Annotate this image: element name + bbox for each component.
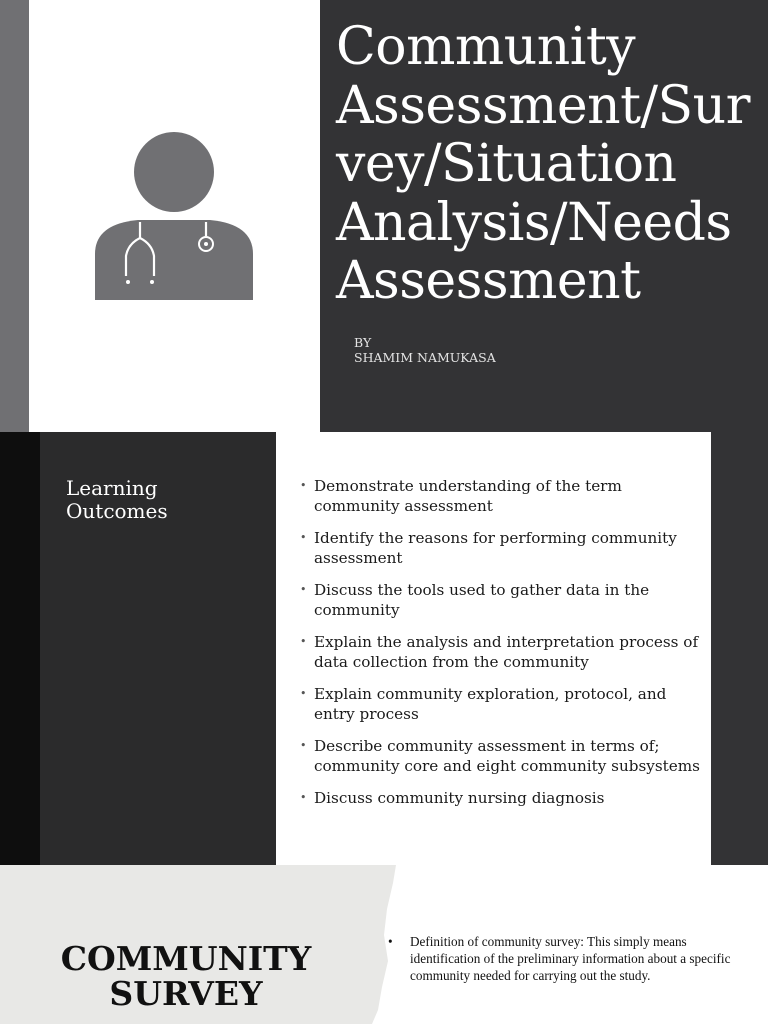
definition-block bbox=[388, 933, 748, 984]
title-line-1: COMMUNITY bbox=[60, 939, 312, 978]
right-dark-bar bbox=[711, 432, 768, 865]
bullet-icon: • bbox=[300, 687, 307, 700]
heading-line-1: Learning bbox=[66, 476, 158, 500]
learning-outcomes-heading bbox=[66, 477, 168, 523]
heading-line-2: Outcomes bbox=[66, 499, 168, 523]
doctor-with-stethoscope-icon bbox=[88, 126, 260, 306]
bullet-icon: • bbox=[388, 934, 393, 949]
bullet-icon: • bbox=[300, 583, 307, 596]
list-item: • Explain the analysis and interpretation process of data collection from the community bbox=[300, 633, 699, 671]
byline bbox=[354, 335, 496, 365]
bullet-icon: • bbox=[300, 635, 307, 648]
list-item: • Demonstrate understanding of the term community assessment bbox=[300, 477, 622, 515]
title-slide bbox=[0, 0, 768, 432]
bullet-icon: • bbox=[300, 791, 307, 804]
title-line-2: SURVEY bbox=[109, 974, 263, 1013]
bullet-icon: • bbox=[300, 531, 307, 544]
list-item: • Discuss community nursing diagnosis bbox=[300, 789, 605, 807]
list-item: • Discuss the tools used to gather data in the community bbox=[300, 581, 650, 619]
outcomes-list bbox=[300, 476, 708, 820]
left-accent-bar bbox=[0, 0, 29, 432]
list-item: • Describe community assessment in terms of; community core and eight community subsystems bbox=[300, 737, 700, 775]
community-survey-slide bbox=[0, 865, 768, 1024]
slide-title: Community Assessment/Survey/Situation Analysis/Needs Assessment bbox=[336, 17, 751, 311]
list-item: • Explain community exploration, protocol, and entry process bbox=[300, 685, 667, 723]
author-name: SHAMIM NAMUKASA bbox=[354, 350, 496, 365]
left-black-bar bbox=[0, 432, 40, 865]
learning-outcomes-slide bbox=[0, 432, 768, 865]
definition-text: Definition of community survey: This simply means identification of the preliminary information about a specific community needed for carrying out the study. bbox=[410, 934, 731, 983]
bullet-icon: • bbox=[300, 479, 307, 492]
by-label: BY bbox=[354, 335, 372, 350]
community-survey-title bbox=[40, 941, 332, 1011]
list-item: • Identify the reasons for performing community assessment bbox=[300, 529, 677, 567]
bullet-icon: • bbox=[300, 739, 307, 752]
